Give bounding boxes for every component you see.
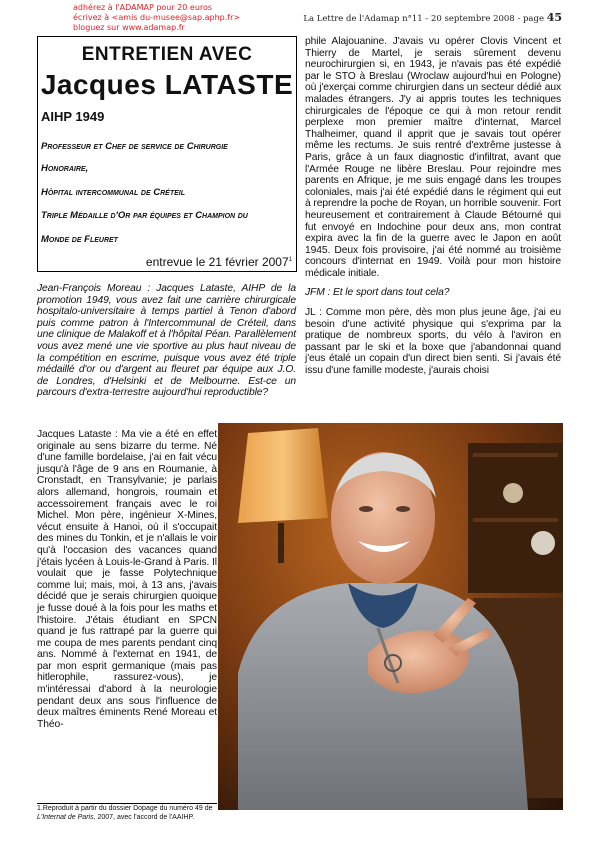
promo-line: écrivez à <amis du-musee@sap.aphp.fr>: [73, 13, 241, 22]
interview-date-text: entrevue le 21 février 2007: [145, 255, 289, 269]
running-head-text: La Lettre de l'Adamap n°11 - 20 septembre 2008 - page: [303, 14, 544, 24]
right-column: [305, 36, 561, 385]
portrait-illustration: [218, 423, 563, 810]
question-paragraph: JFM : Et le sport dans tout cela?: [305, 287, 450, 299]
role-line: Hôpital intercommunal de Créteil: [41, 187, 186, 198]
portrait-photo: [218, 423, 563, 810]
footnote-line2: , 2007, avec l'accord de l'AAIHP.: [93, 813, 195, 821]
title-name: Jacques LATASTE: [40, 69, 294, 100]
role-line: Professeur et Chef de service de Chirurgie: [41, 141, 228, 152]
footnote-line1: 1.Reproduit à partir du dossier Dopage du numéro 49 de: [37, 805, 213, 812]
promo-year: AIHP 1949: [41, 109, 105, 124]
answer-paragraph: Jacques Lataste : Ma vie a été en effet originale au sens bizarre du terme. Né d'une famille bordelaise, j'ai en fait vécu jusqu'à l'âge de 9 ans en Roumanie, à Cronstadt, en Transylvanie; je parlais alors allemand, hongrois, roumain et accessoirement français avec le roi Michel. Mon père, ingénieur X-Mines, vécut ensuite à Hanoi, où il s'occupait des mines du Tonkin, et je n'allais le voir qu'à l'occasion des vacances quand j'étais lycéen à Louis-le-Grand à Paris. Il voulait que je fasse Polytechnique comme lui; mais, moi, à 13 ans, j'avais décidé que je serais chirurgien quoique je fusse doué à la fois pour les maths et l'histoire. J'étais étudiant en SPCN quand je fus rattrapé par la guerre qui me coupa de mes parents pendant cinq ans. Nommé à l'externat en 1941, de par mon esprit germanique (mais pas hitlerophile, rassurez-vous), je m'intéressai d'abord à la neurologie pendant deux ans sous l'influence de deux maîtres éminents René Moreau et Théo-: [37, 429, 217, 730]
left-column: [37, 429, 217, 730]
intro-question: Jean-François Moreau : Jacques Lataste, AIHP de la promotion 1949, vous avez fait une carrière chirurgicale hospitalo-universitaire à temps partiel à Tenon d'abord puis comme patron à l'Intercommunal de Créteil, dans une clinique de Malakoff et à l'hôpital Péan. Parallèlement vous avez mené une vie sportive au plus haut niveau de la compétition en escrime, puisque vous avez été triple médaillé d'or ou d'argent au fleuret par équipe aux J.O. de Londres, d'Helsinki et de Melbourne. Est-ce un parcours d'extra-terrestre aujourd'hui reproductible?: [37, 283, 296, 399]
title-box: [37, 36, 297, 272]
footnote-mark: 1: [288, 257, 292, 263]
answer-paragraph: phile Alajouanine. J'avais vu opérer Clovis Vincent et Thierry de Martel, je serais sûrement devenu neurochirurgien si, en 1943, je n'avais pas été expédié par le STO à Breslau (Wroclaw aujourd'hui en Pologne) où j'exerçai comme chirurgien dans un secteur dédié aux malades étrangers. J'y ai appris toutes les techniques chirurgicales de l'époque ce qui à mon retour rendit perplexe mon premier maître d'internat, Marcel Thalheimer, quand il apprit que je savais tout opérer même les rectums. Je suis rentré d'extrême justesse à Paris, grâce à un faux diagnostic d'infiltrat, avant que l'Armée Rouge ne libère Breslau. Pour rejoindre mes parents en Afrique, je me suis engagé dans les troupes coloniales, mais j'ai été expédié dans le régiment qui eut à reprendre la poche de Royan, un horrible souvenir. Fort heureusement et contrairement à Claude Bétourné qui fut envoyé en Indochine pour deux ans, mon contrat expira avec la fin de la guerre avec le Japon en août 1945. Deux fois provisoire, j'ai été nommé au troisième concours d'internat en 1949. Voilà pour mon histoire médicale initiale.: [305, 36, 561, 279]
adamap-promo: [73, 3, 240, 33]
promo-line: bloguez sur www.adamap.fr: [73, 23, 185, 32]
title-line1: ENTRETIEN AVEC: [81, 44, 253, 65]
footnote-journal: L'Internat de Paris: [37, 813, 94, 821]
running-head: [303, 11, 562, 24]
page-number: 45: [546, 11, 562, 24]
interview-date: [146, 255, 292, 269]
answer-paragraph: JL : Comme mon père, dès mon plus jeune âge, j'ai eu besoin d'une activité physique qui s'exprima par la pratique de nombreux sports, du vélo à l'aviron en passant par le ski et la boxe que j'abandonnai quand j'eus étalé un copain d'un direct bien senti. Si j'avais été issu d'une famille modeste, j'aurais choisi: [305, 307, 561, 377]
promo-line: adhérez à l'ADAMAP pour 20 euros: [73, 3, 213, 12]
role-line: Triple Médaille d'Or par équipes et Champion du: [41, 210, 248, 221]
role-line: Honoraire,: [41, 163, 89, 174]
footnote: [37, 803, 217, 822]
role-line: Monde de Fleuret: [41, 234, 118, 245]
